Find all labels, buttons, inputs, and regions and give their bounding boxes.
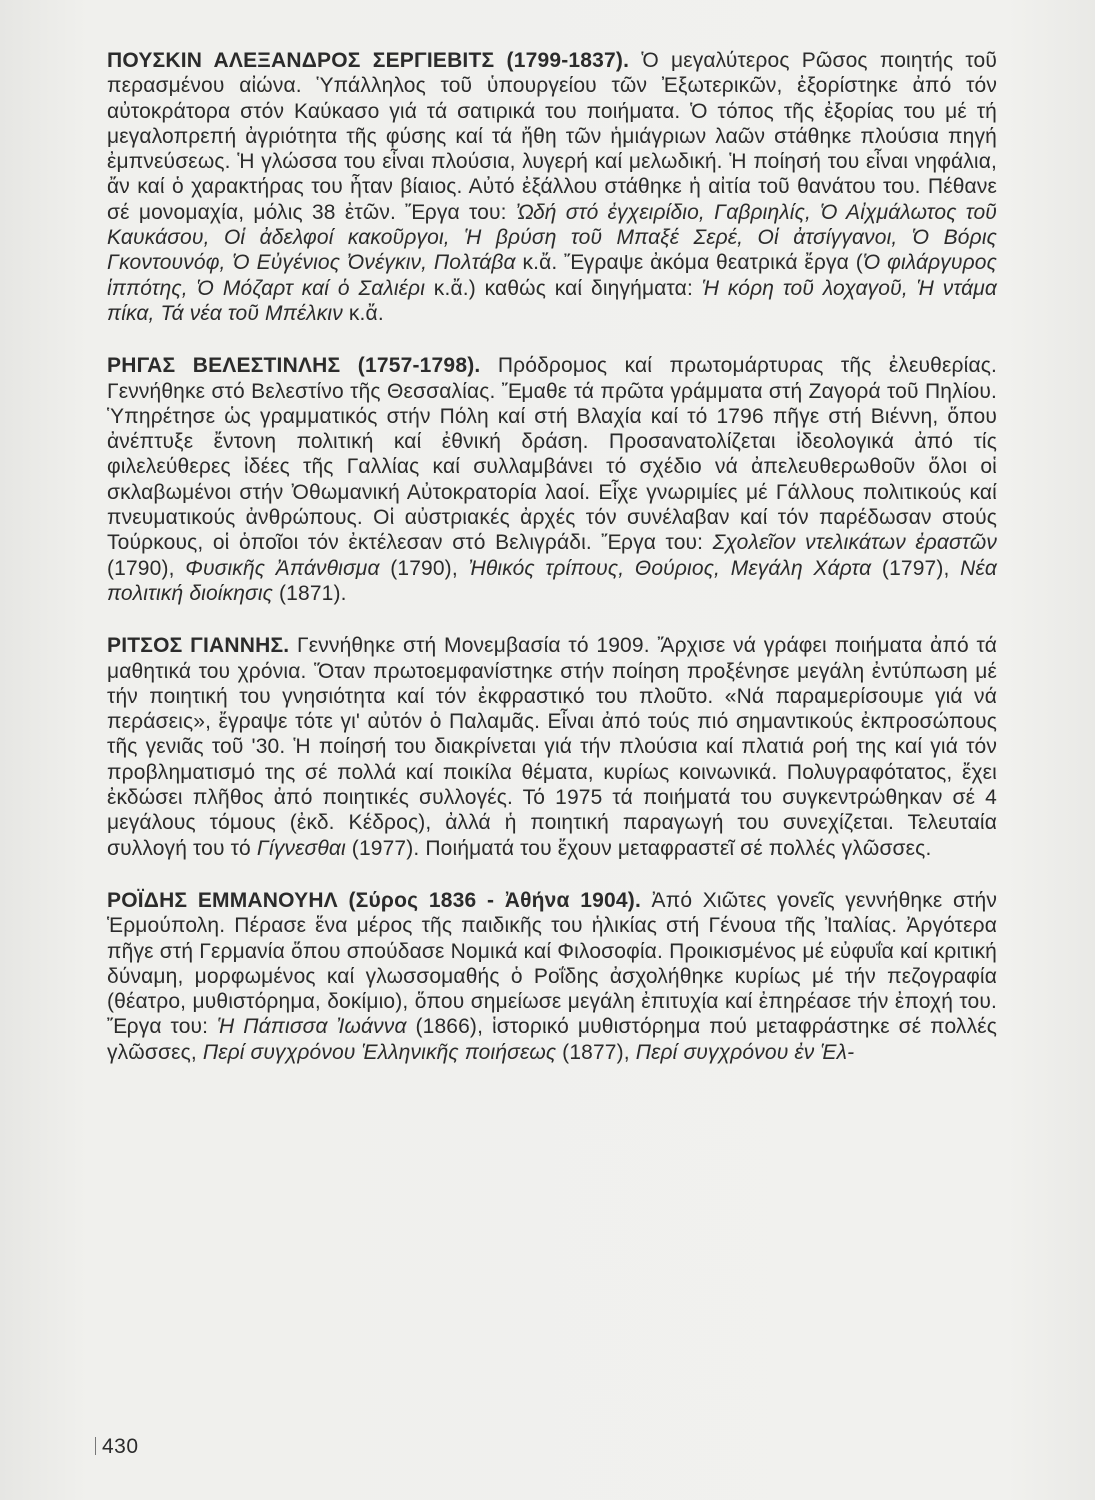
text-column	[107, 48, 997, 1092]
text-run: (1866), ἱστορικό μυθιστόρημα πού μεταφράστηκε σέ πολλές γλῶσσες,	[107, 1015, 997, 1064]
text-run: (1977). Ποιήματά του ἔχουν μεταφραστεῖ σέ πολλές γλῶσσες.	[345, 836, 932, 860]
text-run: (1877),	[556, 1040, 636, 1064]
italic-title-run: Περί συγχρόνου ἐν Ἑλ-	[635, 1040, 855, 1064]
margin-mark	[95, 1437, 96, 1455]
entry-ritsos	[107, 633, 997, 861]
italic-title-run: Ἡ κόρη τοῦ λοχαγοῦ, Ἡ ντάμα πίκα, Τά νέα τοῦ Μπέλκιν	[107, 276, 997, 325]
text-run: Γεννήθηκε στή Μονεμβασία τό 1909. Ἄρχισε νά γράφει ποιήματα ἀπό τά μαθητικά του χρόνια. Ὅταν πρωτοεμφανίστηκε στήν ποίηση προξένησε μεγάλη ἐντύπωση μέ τήν ποιητική του γνησιότητα καί τόν ἐκφραστικό του πλοῦτο. «Νά παραμερίσουμε γιά νά περάσεις», ἔγραψε τότε γι' αὐτόν ὁ Παλαμᾶς. Εἶναι ἀπό τούς πιό σημαντικούς ἐκπροσώπους τῆς γενιᾶς τοῦ '30. Ἡ ποίησή του διακρίνεται γιά τήν πλούσια καί πλατιά ροή της καί γιά τόν προβληματισμό της σέ πολλά καί ποικίλα θέματα, κυρίως κοινωνικά. Πολυγραφότατος, ἔχει ἐκδώσει πλῆθος ἀπό ποιητικές συλλογές. Τό 1975 τά ποιήματά του συγκεντρώθηκαν σέ 4 μεγάλους τόμους (ἐκδ. Κέδρος), ἀλλά ἡ ποιητική παραγωγή του συνεχίζεται. Τελευταία συλλογή του τό	[107, 634, 997, 860]
entry-rigas	[107, 353, 997, 606]
entry-heading: ΡΗΓΑΣ ΒΕΛΕΣΤΙΝΛΗΣ (1757-1798).	[107, 354, 481, 378]
text-run: (1790),	[379, 556, 469, 580]
italic-title-run: Περί συγχρόνου Ἑλληνικῆς ποιήσεως	[202, 1040, 557, 1064]
text-run: Ἀπό Χιῶτες γονεῖς γεννήθηκε στήν Ἑρμούπολη. Πέρασε ἕνα μέρος τῆς παιδικῆς του ἡλικίας στή Γένουα τῆς Ἰταλίας. Ἀργότερα πῆγε στή Γερμανία ὅπου σπούδασε Νομικά καί Φιλοσοφία. Προικισμένος μέ εὐφυΐα καί κριτική δύναμη, μορφωμένος καί γλωσσομαθής ὁ Ροΐδης ἀσχολήθηκε κυρίως μέ τήν πεζογραφία (θέατρο, μυθιστόρημα, δοκίμιο), ὅπου σημείωσε μεγάλη ἐπιτυχία καί ἐπηρέασε τήν ἐποχή του. Ἔργα του:	[107, 888, 997, 1039]
text-run: Ὁ μεγαλύτερος Ρῶσος ποιητής τοῦ περασμένου αἰώνα. Ὑπάλληλος τοῦ ὑπουργείου τῶν Ἐξωτερικῶν, ἐξορίστηκε ἀπό τόν αὐτοκράτορα στόν Καύκασο γιά τά σατιρικά του ποιήματα. Ὁ τόπος τῆς ἐξορίας του μέ τή μεγαλοπρεπή ἀγριότητα τῆς φύσης καί τά ἤθη τῶν ἡμιάγριων λαῶν στάθηκε πλούσια πηγή ἐμπνεύσεως. Ἡ γλώσσα του εἶναι πλούσια, λυγερή καί μελωδική. Ἡ ποίησή του εἶναι νηφάλια, ἄν καί ὁ χαρακτήρας του ἦταν βίαιος. Αὐτό ἐξάλλου στάθηκε ἡ αἰτία τοῦ θανάτου του. Πέθανε σέ μονομαχία, μόλις 38 ἐτῶν. Ἔργα του:	[107, 49, 997, 224]
entry-body	[107, 634, 997, 859]
text-run: (1797),	[871, 556, 961, 580]
entry-roidis	[107, 888, 997, 1065]
italic-title-run: Γίγνεσθαι	[256, 836, 346, 860]
text-run: Πρόδρομος καί πρωτομάρτυρας τῆς ἐλευθερίας. Γεννήθηκε στό Βελεστίνο τῆς Θεσσαλίας. Ἔμαθε τά πρῶτα γράμματα στή Ζαγορά τοῦ Πηλίου. Ὑπηρέτησε ὡς γραμματικός στήν Πόλη καί στή Βλαχία καί τό 1796 πῆγε στή Βιέννη, ὅπου ἀνέπτυξε ἔντονη πολιτική καί ἐθνική δράση. Προσανατολίζεται ἰδεολογικά ἀπό τίς φιλελεύθερες ἰδέες τῆς Γαλλίας καί συλλαμβάνει τό σχέδιο νά ἀπελευθερωθοῦν ὅλοι οἱ σκλαβωμένοι στήν Ὀθωμανική Αὐτοκρατορία λαοί. Εἶχε γνωριμίες μέ Γάλλους πολιτικούς καί πνευματικούς ἀνθρώπους. Οἱ αὐστριακές ἀρχές τόν συνέλαβαν καί τόν παρέδωσαν στούς Τούρκους, οἱ ὁποῖοι τόν ἐκτέλεσαν στό Βελιγράδι. Ἔργα του:	[107, 354, 997, 555]
entry-heading: ΡΟΪΔΗΣ ΕΜΜΑΝΟΥΗΛ (Σύρος 1836 - Ἀθήνα 1904).	[107, 888, 642, 912]
text-run: (1871).	[273, 581, 347, 605]
entry-heading: ΡΙΤΣΟΣ ΓΙΑΝΝΗΣ.	[107, 634, 290, 658]
italic-title-run: Ἠθικός τρίπους, Θούριος, Μεγάλη Χάρτα	[468, 556, 872, 580]
entry-body	[107, 354, 997, 605]
text-run: κ.ἄ.) καθώς καί διηγήματα:	[425, 276, 702, 300]
entry-body	[107, 49, 997, 325]
page-number	[95, 1435, 139, 1459]
entry-pushkin	[107, 48, 997, 326]
italic-title-run: Νέα πολιτική διοίκησις	[107, 556, 997, 605]
entry-body	[107, 889, 997, 1064]
italic-title-run: Φυσικῆς Ἀπάνθισμα	[185, 556, 380, 580]
text-run: κ.ἄ.	[342, 301, 384, 325]
italic-title-run: Ἡ Πάπισσα Ἰωάννα	[217, 1015, 407, 1039]
entry-heading: ΠΟΥΣΚΙΝ ΑΛΕΞΑΝΔΡΟΣ ΣΕΡΓΙΕΒΙΤΣ (1799-1837).	[107, 49, 630, 72]
italic-title-run: Ὠδή στό ἐγχειρίδιο, Γαβριηλίς, Ὁ Αἰχμάλωτος τοῦ Καυκάσου, Οἱ ἀδελφοί κακοῦργοι, Ἡ βρύση τοῦ Μπαξέ Σερέ, Οἱ ἀτσίγγανοι, Ὁ Βόρις Γκοντουνόφ, Ὁ Εὐγένιος Ὀνέγκιν, Πολτάβα	[107, 200, 997, 275]
text-run: (1790),	[107, 556, 186, 580]
italic-title-run: Ὁ φιλάργυρος ἱππότης, Ὁ Μόζαρτ καί ὁ Σαλιέρι	[107, 251, 997, 300]
page-number-text: 430	[102, 1435, 139, 1458]
text-run: κ.ἄ. Ἔγραψε ἀκόμα θεατρικά ἔργα (	[515, 251, 863, 275]
italic-title-run: Σχολεῖον ντελικάτων ἐραστῶν	[712, 531, 997, 555]
